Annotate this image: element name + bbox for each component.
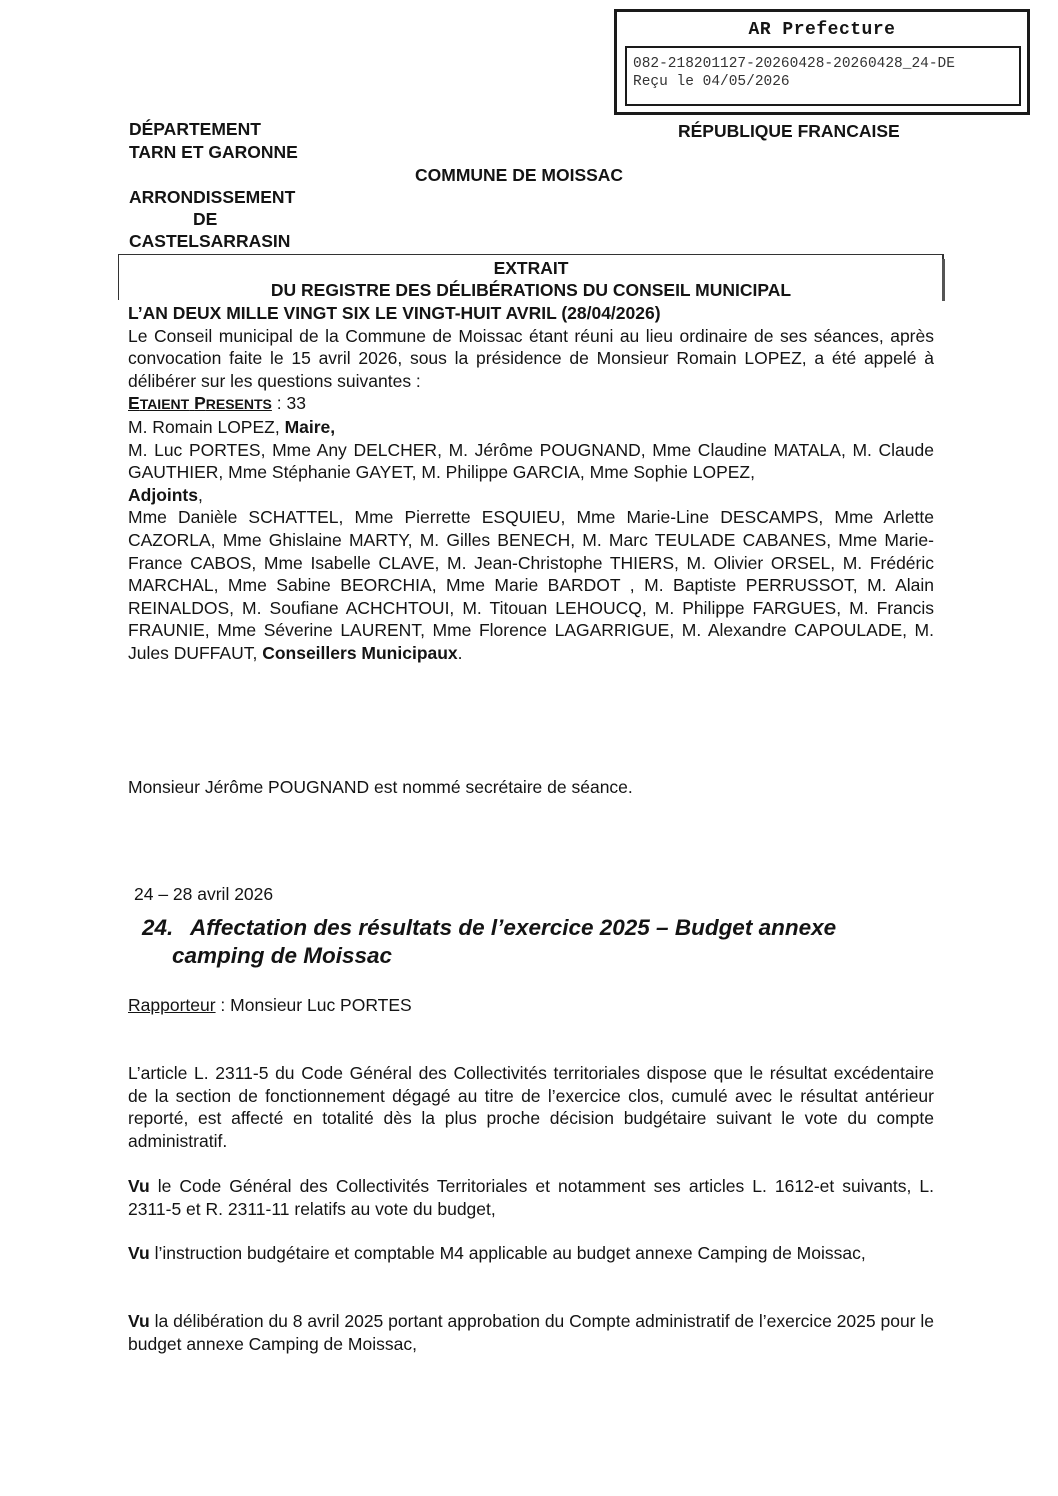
paragraph-vu-code: Vu le Code Général des Collectivités Territoriales et notamment ses articles L. 1612-et suivants, L. 2311-5 et R. 2311-11 relatifs au vote du budget, [128,1176,934,1219]
presents-label: ETAIENT PRESENTS [128,393,272,414]
extrait-title: EXTRAIT [493,258,569,278]
department-label: DÉPARTEMENT [129,119,261,139]
stamp-reference: 082-218201127-20260428-20260428_24-DE [633,56,955,72]
conseillers-list: Mme Danièle SCHATTEL, Mme Pierrette ESQUIEU, Mme Marie-Line DESCAMPS, Mme Arlette CAZORLA, Mme Ghislaine MARTY, M. Gilles BENECH, M. Marc TEULADE CABANES, Mme Marie-France CABOS, Mme Isabelle CLAVE, M. Jean-Christophe THIERS, M. Olivier ORSEL, M. Frédéric MARCHAL, Mme Sabine BEORCHIA, Mme Marie BARDOT , M. Baptiste PERRUSSOT, M. Alain REINALDOS, M. Soufiane ACHCHTOUI, M. Titouan LEHOUCQ, M. Philippe FARGUES, M. Francis FRAUNIE, Mme Séverine LAURENT, Mme Florence LAGARRIGUE, M. Alexandre CAPOULADE, M. Jules DUFFAUT, Conseillers Municipaux. [128,507,934,663]
item-title-line1: Affectation des résultats de l’exercice 2025 – Budget annexe [190,915,837,940]
registre-title: DU REGISTRE DES DÉLIBÉRATIONS DU CONSEIL MUNICIPAL [270,280,792,300]
session-date: L’AN DEUX MILLE VINGT SIX LE VINGT-HUIT AVRIL (28/04/2026) [128,303,661,323]
stamp-received-date: Reçu le 04/05/2026 [633,74,790,90]
paragraph-article: L’article L. 2311-5 du Code Général des Collectivités territoriales dispose que le résultat excédentaire de la section de fonctionnement dégagé au titre de l’exercice clos, cumulé avec le résultat antérieur reporté, est affecté en totalité dès la plus proche décision budgétaire suivant le vote du compte administratif. [128,1063,934,1151]
arrondissement-de: DE [193,209,218,229]
session-intro: Le Conseil municipal de la Commune de Moissac étant réuni au lieu ordinaire de ses séances, après convocation faite le 15 avril 2026, sous la présidence de Monsieur Romain LOPEZ, a été appelé à délibérer sur les questions suivantes : [128,325,934,391]
ar-prefecture-stamp [614,9,1030,115]
stamp-title: AR Prefecture [748,20,896,40]
item-number: 24. [142,915,174,940]
commune-label: COMMUNE DE MOISSAC [415,165,624,185]
republic-label: RÉPUBLIQUE FRANCAISE [678,121,900,141]
rapporteur-label: Rapporteur [128,995,216,1015]
presents-count: : 33 [271,393,306,414]
department-name: TARN ET GARONNE [129,142,298,162]
rapporteur-name: : Monsieur Luc PORTES [215,995,412,1015]
rapporteur-line [128,994,934,1017]
session-section [128,302,934,665]
secretary-line: Monsieur Jérôme POUGNAND est nommé secrétaire de séance. [128,777,633,797]
paragraph-vu-instruction: Vu l’instruction budgétaire et comptable M4 applicable au budget annexe Camping de Moissac, [128,1243,866,1263]
item-heading [142,914,942,970]
arrondissement-name: CASTELSARRASIN [129,231,291,251]
maire-line: M. Romain LOPEZ, Maire, [128,416,336,437]
presents-line [128,392,934,416]
item-reference: 24 – 28 avril 2026 [134,884,274,904]
stamp-inner-box [625,46,1021,106]
arrondissement-label: ARRONDISSEMENT [129,187,296,207]
adjoints-list: M. Luc PORTES, Mme Any DELCHER, M. Jérôme POUGNAND, Mme Claudine MATALA, M. Claude GAUTHIER, Mme Stéphanie GAYET, M. Philippe GARCIA, Mme Sophie LOPEZ, Adjoints, [128,439,934,505]
item-title-line2: camping de Moissac [172,943,393,968]
paragraph-vu-deliberation: Vu la délibération du 8 avril 2025 portant approbation du Compte administratif de l’exercice 2025 pour le budget annexe Camping de Moissac, [128,1311,934,1354]
